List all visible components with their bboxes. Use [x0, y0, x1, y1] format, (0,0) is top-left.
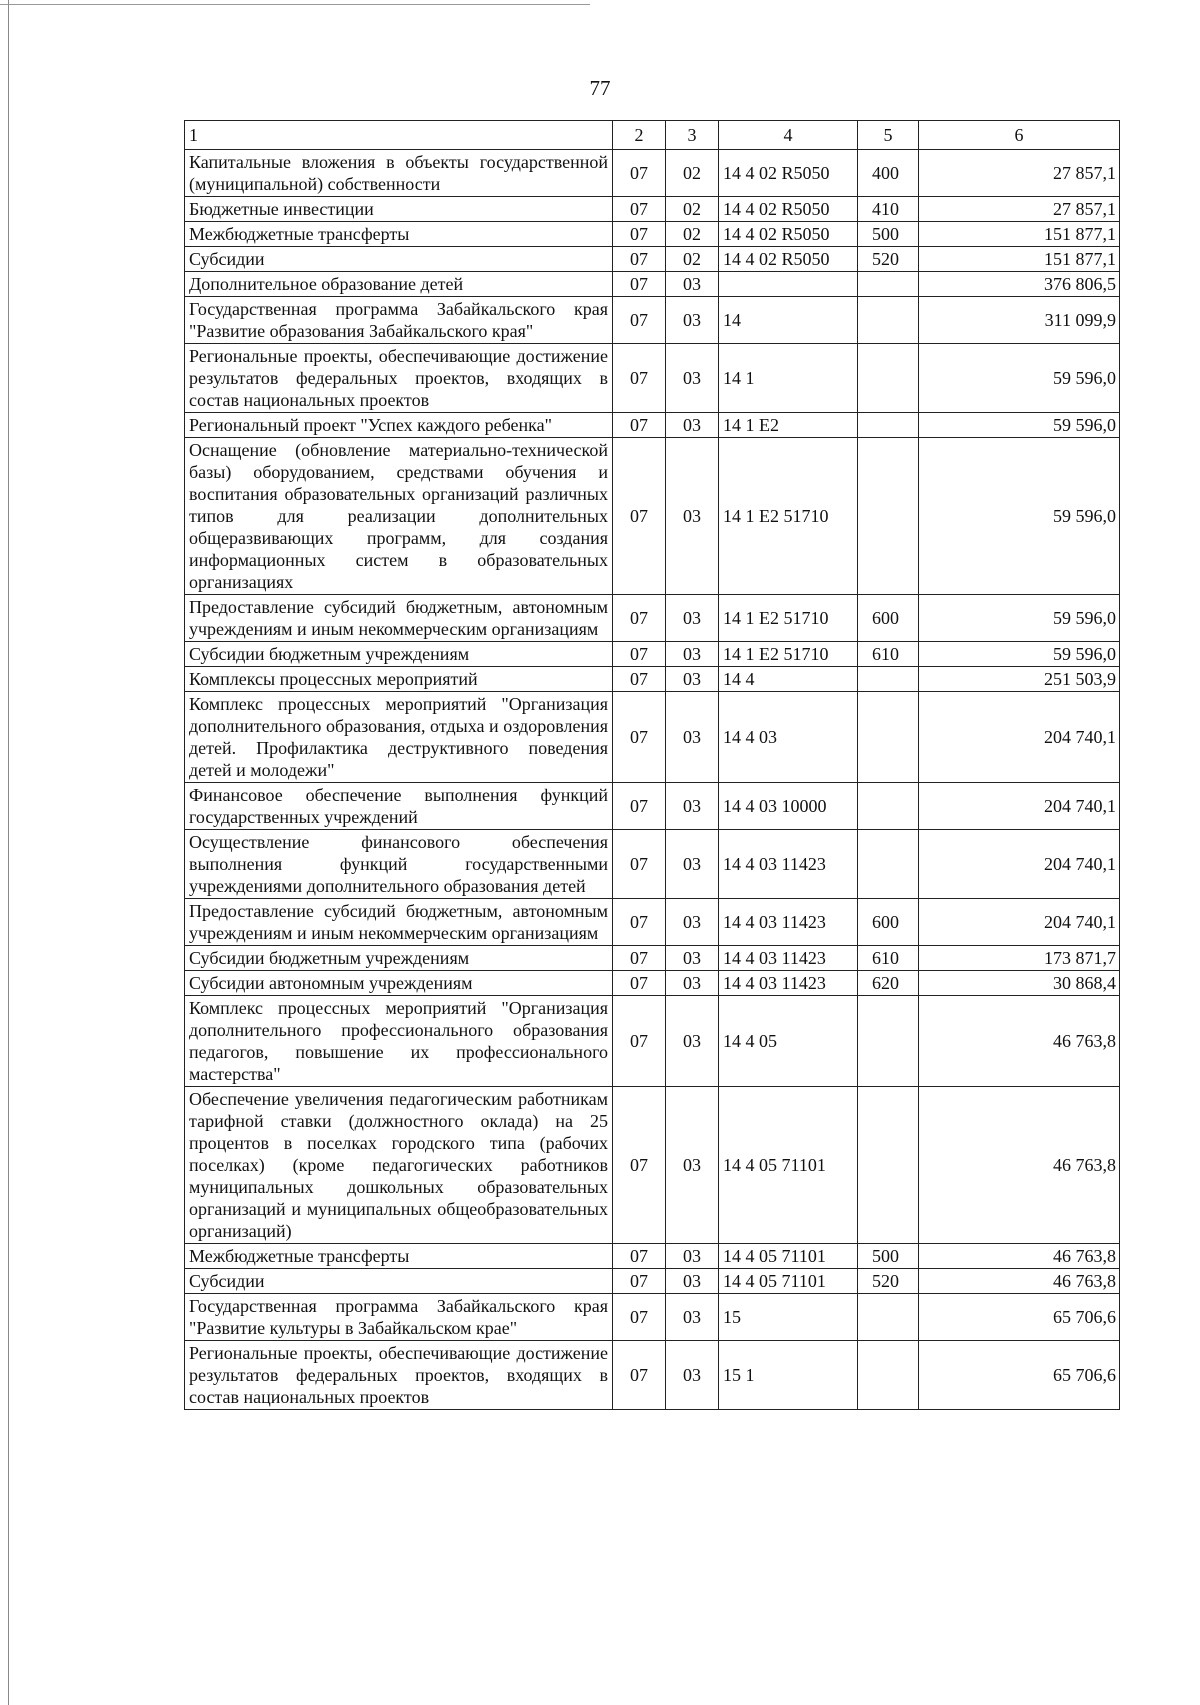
row-section: 07: [613, 642, 666, 667]
row-expense-type: 610: [858, 946, 919, 971]
row-amount: 59 596,0: [919, 438, 1120, 595]
row-target-article: [719, 272, 858, 297]
row-section: 07: [613, 783, 666, 830]
row-subsection: 03: [666, 1269, 719, 1294]
row-description: Капитальные вложения в объекты государственной (муниципальной) собственности: [185, 150, 613, 197]
row-amount: 59 596,0: [919, 413, 1120, 438]
row-expense-type: 400: [858, 150, 919, 197]
row-description: Межбюджетные трансферты: [185, 1244, 613, 1269]
row-section: 07: [613, 344, 666, 413]
header-col-3: 3: [666, 121, 719, 150]
row-description: Субсидии: [185, 1269, 613, 1294]
row-subsection: 03: [666, 783, 719, 830]
row-amount: 173 871,7: [919, 946, 1120, 971]
row-amount: 59 596,0: [919, 642, 1120, 667]
row-description: Предоставление субсидий бюджетным, автономным учреждениям и иным некоммерческим организациям: [185, 899, 613, 946]
row-subsection: 03: [666, 438, 719, 595]
header-col-4: 4: [719, 121, 858, 150]
table-row: [185, 297, 1120, 344]
row-section: 07: [613, 413, 666, 438]
row-expense-type: [858, 692, 919, 783]
row-subsection: 03: [666, 830, 719, 899]
row-target-article: 14 1 Е2: [719, 413, 858, 438]
table-row: [185, 1341, 1120, 1410]
row-target-article: 14 4 03 11423: [719, 830, 858, 899]
row-amount: 46 763,8: [919, 996, 1120, 1087]
row-description: Комплексы процессных мероприятий: [185, 667, 613, 692]
row-subsection: 03: [666, 996, 719, 1087]
table-row: [185, 899, 1120, 946]
row-amount: 251 503,9: [919, 667, 1120, 692]
row-expense-type: [858, 667, 919, 692]
row-expense-type: 500: [858, 1244, 919, 1269]
row-description: Обеспечение увеличения педагогическим работникам тарифной ставки (должностного оклада) на 25 процентов в поселках городского типа (рабочих поселках) (кроме педагогических работников муниципальных дошкольных образовательных организаций и муниципальных общеобразовательных организаций): [185, 1087, 613, 1244]
row-description: Субсидии бюджетным учреждениям: [185, 642, 613, 667]
row-target-article: 15 1: [719, 1341, 858, 1410]
row-amount: 59 596,0: [919, 344, 1120, 413]
row-expense-type: [858, 438, 919, 595]
row-subsection: 02: [666, 247, 719, 272]
table-row: [185, 667, 1120, 692]
row-subsection: 03: [666, 297, 719, 344]
row-description: Финансовое обеспечение выполнения функций государственных учреждений: [185, 783, 613, 830]
row-expense-type: 610: [858, 642, 919, 667]
row-subsection: 03: [666, 642, 719, 667]
row-expense-type: 520: [858, 247, 919, 272]
row-section: 07: [613, 297, 666, 344]
table-row: [185, 595, 1120, 642]
row-section: 07: [613, 438, 666, 595]
row-target-article: 14 4 05 71101: [719, 1087, 858, 1244]
header-col-6: 6: [919, 121, 1120, 150]
header-row: [185, 121, 1120, 150]
row-target-article: 14 4 03 11423: [719, 946, 858, 971]
row-section: 07: [613, 150, 666, 197]
row-section: 07: [613, 247, 666, 272]
row-subsection: 03: [666, 1341, 719, 1410]
row-subsection: 03: [666, 971, 719, 996]
scan-edge-line: [8, 0, 9, 1705]
row-expense-type: [858, 783, 919, 830]
row-subsection: 02: [666, 197, 719, 222]
row-target-article: 14 1 Е2 51710: [719, 595, 858, 642]
row-section: 07: [613, 595, 666, 642]
row-section: 07: [613, 946, 666, 971]
row-section: 07: [613, 667, 666, 692]
row-amount: 46 763,8: [919, 1087, 1120, 1244]
row-subsection: 03: [666, 899, 719, 946]
row-amount: 30 868,4: [919, 971, 1120, 996]
row-description: Субсидии автономным учреждениям: [185, 971, 613, 996]
row-section: 07: [613, 971, 666, 996]
row-amount: 204 740,1: [919, 899, 1120, 946]
table-row: [185, 150, 1120, 197]
table-row: [185, 692, 1120, 783]
row-target-article: 14 1 Е2 51710: [719, 642, 858, 667]
row-expense-type: [858, 830, 919, 899]
row-target-article: 14: [719, 297, 858, 344]
table-row: [185, 247, 1120, 272]
row-target-article: 14 1: [719, 344, 858, 413]
row-amount: 27 857,1: [919, 150, 1120, 197]
row-description: Осуществление финансового обеспечения выполнения функций государственными учреждениями дополнительного образования детей: [185, 830, 613, 899]
row-subsection: 02: [666, 222, 719, 247]
row-amount: 27 857,1: [919, 197, 1120, 222]
table-row: [185, 222, 1120, 247]
row-subsection: 03: [666, 1294, 719, 1341]
row-section: 07: [613, 1341, 666, 1410]
row-subsection: 03: [666, 1087, 719, 1244]
row-amount: 151 877,1: [919, 247, 1120, 272]
row-amount: 204 740,1: [919, 783, 1120, 830]
row-section: 07: [613, 1087, 666, 1244]
row-section: 07: [613, 1244, 666, 1269]
table-row: [185, 413, 1120, 438]
row-target-article: 14 4 03 10000: [719, 783, 858, 830]
table-row: [185, 438, 1120, 595]
row-description: Субсидии бюджетным учреждениям: [185, 946, 613, 971]
row-subsection: 03: [666, 692, 719, 783]
row-description: Комплекс процессных мероприятий "Организация дополнительного профессионального образования педагогов, повышение их профессионального мастерства": [185, 996, 613, 1087]
row-description: Региональный проект "Успех каждого ребенка": [185, 413, 613, 438]
row-amount: 204 740,1: [919, 830, 1120, 899]
row-section: 07: [613, 899, 666, 946]
row-subsection: 03: [666, 344, 719, 413]
row-expense-type: [858, 272, 919, 297]
table-row: [185, 1294, 1120, 1341]
row-expense-type: [858, 1087, 919, 1244]
table-row: [185, 344, 1120, 413]
row-section: 07: [613, 830, 666, 899]
row-target-article: 14 4 02 R5050: [719, 197, 858, 222]
row-expense-type: 500: [858, 222, 919, 247]
row-target-article: 15: [719, 1294, 858, 1341]
row-section: 07: [613, 272, 666, 297]
row-description: Бюджетные инвестиции: [185, 197, 613, 222]
row-description: Комплекс процессных мероприятий "Организация дополнительного образования, отдыха и оздоровления детей. Профилактика деструктивного поведения детей и молодежи": [185, 692, 613, 783]
row-amount: 311 099,9: [919, 297, 1120, 344]
page-number: 77: [589, 76, 611, 100]
row-description: Региональные проекты, обеспечивающие достижение результатов федеральных проектов, входящих в состав национальных проектов: [185, 344, 613, 413]
row-section: 07: [613, 197, 666, 222]
row-description: Государственная программа Забайкальского края "Развитие образования Забайкальского края": [185, 297, 613, 344]
row-target-article: 14 4 03: [719, 692, 858, 783]
row-description: Предоставление субсидий бюджетным, автономным учреждениям и иным некоммерческим организациям: [185, 595, 613, 642]
row-expense-type: [858, 344, 919, 413]
row-subsection: 03: [666, 667, 719, 692]
row-amount: 65 706,6: [919, 1294, 1120, 1341]
row-section: 07: [613, 1294, 666, 1341]
row-expense-type: [858, 1294, 919, 1341]
header-col-2: 2: [613, 121, 666, 150]
row-target-article: 14 4: [719, 667, 858, 692]
row-subsection: 03: [666, 272, 719, 297]
row-expense-type: 600: [858, 899, 919, 946]
row-target-article: 14 4 03 11423: [719, 971, 858, 996]
row-description: Субсидии: [185, 247, 613, 272]
row-amount: 204 740,1: [919, 692, 1120, 783]
row-section: 07: [613, 996, 666, 1087]
row-section: 07: [613, 692, 666, 783]
header-col-5: 5: [858, 121, 919, 150]
row-section: 07: [613, 222, 666, 247]
row-expense-type: 410: [858, 197, 919, 222]
table-row: [185, 946, 1120, 971]
row-target-article: 14 4 02 R5050: [719, 150, 858, 197]
row-expense-type: 520: [858, 1269, 919, 1294]
table-row: [185, 830, 1120, 899]
row-expense-type: 600: [858, 595, 919, 642]
scan-top-line: [0, 4, 590, 5]
row-amount: 376 806,5: [919, 272, 1120, 297]
header-col-1: 1: [185, 121, 613, 150]
row-description: Дополнительное образование детей: [185, 272, 613, 297]
row-target-article: 14 1 Е2 51710: [719, 438, 858, 595]
table-row: [185, 996, 1120, 1087]
table-row: [185, 1269, 1120, 1294]
row-amount: 46 763,8: [919, 1244, 1120, 1269]
row-subsection: 03: [666, 946, 719, 971]
row-description: Государственная программа Забайкальского края "Развитие культуры в Забайкальском крае": [185, 1294, 613, 1341]
row-expense-type: 620: [858, 971, 919, 996]
row-subsection: 02: [666, 150, 719, 197]
row-target-article: 14 4 02 R5050: [719, 247, 858, 272]
table-row: [185, 642, 1120, 667]
row-description: Оснащение (обновление материально-технической базы) оборудованием, средствами обучения и воспитания образовательных организаций различных типов для реализации дополнительных общеразвивающих программ, для создания информационных систем в образовательных организациях: [185, 438, 613, 595]
row-description: Межбюджетные трансферты: [185, 222, 613, 247]
row-subsection: 03: [666, 1244, 719, 1269]
table-row: [185, 783, 1120, 830]
row-target-article: 14 4 05 71101: [719, 1244, 858, 1269]
row-subsection: 03: [666, 413, 719, 438]
row-amount: 59 596,0: [919, 595, 1120, 642]
table-row: [185, 272, 1120, 297]
table-row: [185, 1087, 1120, 1244]
row-expense-type: [858, 996, 919, 1087]
row-amount: 65 706,6: [919, 1341, 1120, 1410]
table-body: [185, 150, 1120, 1410]
row-target-article: 14 4 05: [719, 996, 858, 1087]
row-subsection: 03: [666, 595, 719, 642]
table-row: [185, 971, 1120, 996]
budget-table: [184, 120, 1120, 1410]
row-amount: 151 877,1: [919, 222, 1120, 247]
row-description: Региональные проекты, обеспечивающие достижение результатов федеральных проектов, входящих в состав национальных проектов: [185, 1341, 613, 1410]
row-expense-type: [858, 297, 919, 344]
row-expense-type: [858, 1341, 919, 1410]
row-target-article: 14 4 02 R5050: [719, 222, 858, 247]
table-row: [185, 1244, 1120, 1269]
row-target-article: 14 4 03 11423: [719, 899, 858, 946]
row-amount: 46 763,8: [919, 1269, 1120, 1294]
row-section: 07: [613, 1269, 666, 1294]
row-target-article: 14 4 05 71101: [719, 1269, 858, 1294]
row-expense-type: [858, 413, 919, 438]
table-row: [185, 197, 1120, 222]
